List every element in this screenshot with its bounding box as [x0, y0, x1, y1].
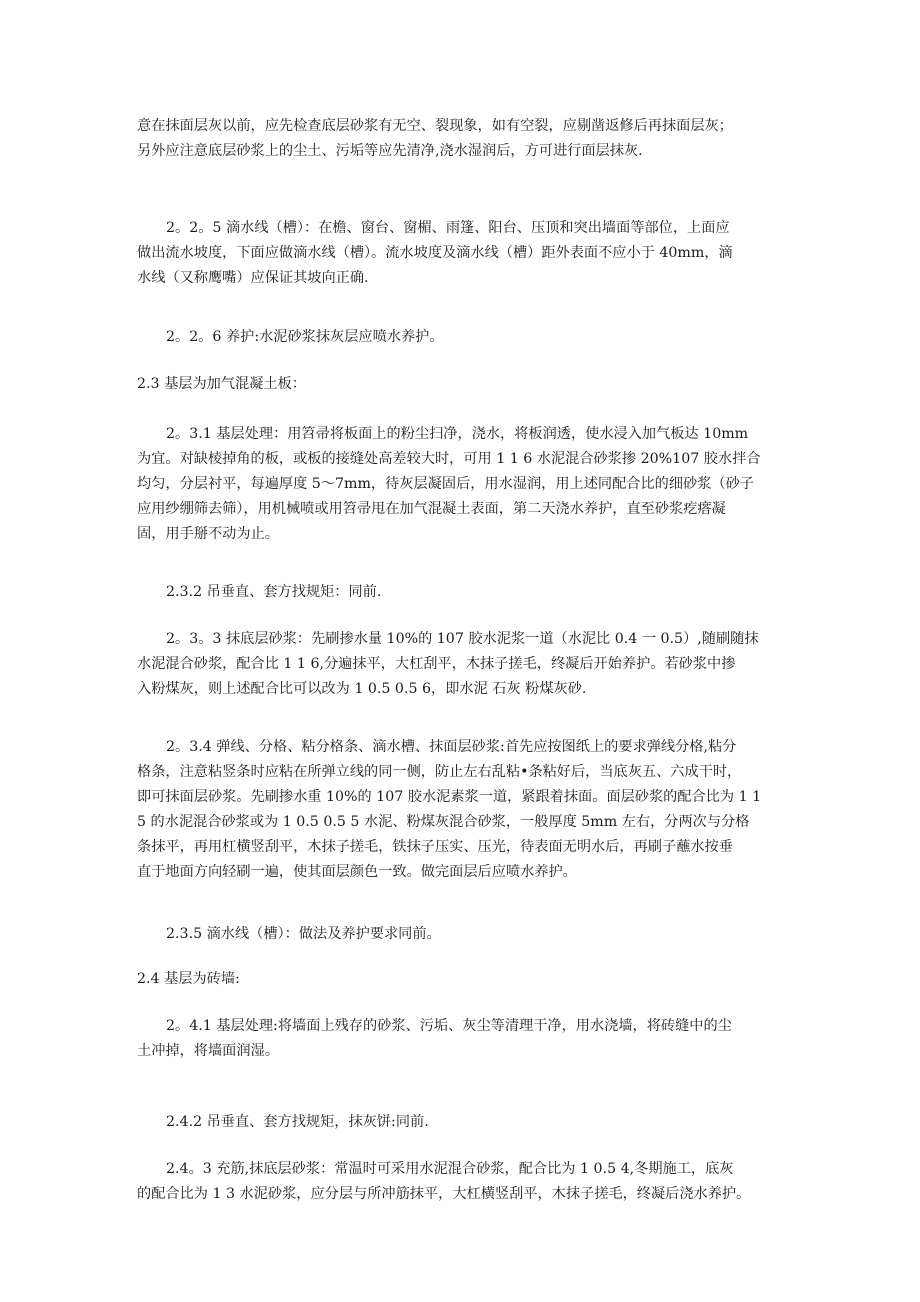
- text-line: 2。3。3 抹底层砂浆：先刷掺水量 10%的 107 胶水泥浆一道（水泥比 0.4 一 0.5）,随刷随抹: [166, 631, 759, 647]
- text-line: 土冲掉，将墙面润湿。: [137, 1043, 279, 1059]
- text-line: 2.4.2 吊垂直、套方找规矩，抹灰饼:同前.: [166, 1114, 429, 1130]
- text-line: 做出流水坡度，下面应做滴水线（槽）。流水坡度及滴水线（槽）距外表面不应小于 40mm，滴: [137, 245, 733, 261]
- text-line: 2。2。5 滴水线（槽）：在檐、窗台、窗楣、雨篷、阳台、压顶和突出墙面等部位，上面应: [166, 220, 730, 236]
- heading-2-4: [137, 967, 787, 992]
- paragraph-2-3-1: [137, 422, 787, 547]
- text-line: 直于地面方向轻刷一遍，使其面层颜色一致。做完面层后应喷水养护。: [137, 864, 577, 880]
- paragraph-2-2-6: [137, 325, 787, 350]
- text-line: 2.4。3 充筋,抹底层砂浆：常温时可采用水泥混合砂浆，配合比为 1 0.5 4,冬期施工，底灰: [166, 1161, 734, 1177]
- text-line: 5 的水泥混合砂浆或为 1 0.5 0.5 5 水泥、粉煤灰混合砂浆，一般厚度 5mm 左右，分两次与分格: [137, 814, 750, 830]
- text-line: 2.3.5 滴水线（槽）：做法及养护要求同前。: [166, 926, 441, 942]
- paragraph-2-4-2: [137, 1110, 787, 1135]
- text-line: 格条，注意粘竖条时应粘在所弹立线的同一侧，防止左右乱粘•条粘好后，当底灰五、六成干时，: [137, 764, 742, 780]
- paragraph-2-4-3: [137, 1157, 787, 1207]
- text-line: 2.3.2 吊垂直、套方找规矩：同前.: [166, 584, 382, 600]
- text-line: 水泥混合砂浆，配合比 1 1 6,分遍抹平，大杠刮平，木抹子搓毛，终凝后开始养护。若砂浆中掺: [137, 656, 736, 672]
- paragraph-2-3-3: [137, 627, 787, 702]
- text-line: 条抹平，再用杠横竖刮平，木抹子搓毛，铁抹子压实、压光，待表面无明水后，再刷子蘸水按垂: [137, 839, 733, 855]
- text-line: 2。3.4 弹线、分格、粘分格条、滴水槽、抹面层砂浆:首先应按图纸上的要求弹线分格,粘分: [166, 739, 737, 755]
- text-line: 均匀，分层衬平，每遍厚度 5～7mm，待灰层凝固后，用水湿润，用上述同配合比的细砂浆（砂子: [137, 476, 754, 492]
- text-line: 应用纱绷筛去筛），用机械喷或用笤帚甩在加气混凝土表面，第二天浇水养护，直至砂浆疙瘩凝: [137, 501, 726, 517]
- section-heading: 2.3 基层为加气混凝土板：: [137, 376, 306, 392]
- section-heading: 2.4 基层为砖墙:: [137, 971, 240, 987]
- text-line: 入粉煤灰，则上述配合比可以改为 1 0.5 0.5 6，即水泥 石灰 粉煤灰砂.: [137, 681, 587, 697]
- paragraph-2-3-5: [137, 922, 787, 947]
- text-line: 意在抹面层灰以前，应先检查底层砂浆有无空、裂现象，如有空裂，应剔凿返修后再抹面层灰；: [137, 118, 733, 134]
- paragraph-continuation: [137, 114, 787, 164]
- text-line: 的配合比为 1 3 水泥砂浆，应分层与所冲筋抹平，大杠横竖刮平，木抹子搓毛，终凝后浇水养护。: [137, 1186, 751, 1202]
- text-line: 2。2。6 养护:水泥砂浆抹灰层应喷水养护。: [166, 329, 444, 345]
- paragraph-2-2-5: [137, 216, 787, 291]
- text-line: 2。4.1 基层处理:将墙面上残存的砂浆、污垢、灰尘等清理干净，用水浇墙，将砖缝中的尘: [166, 1018, 732, 1034]
- text-line: 2。3.1 基层处理：用笤帚将板面上的粉尘扫净，浇水，将板润透，使水浸入加气板达 10mm: [166, 426, 749, 442]
- text-line: 水线（又称鹰嘴）应保证其坡向正确.: [137, 270, 369, 286]
- text-line: 固，用手掰不动为止。: [137, 526, 279, 542]
- paragraph-2-3-2: [137, 580, 787, 605]
- text-line: 另外应注意底层砂浆上的尘土、污垢等应先清净,浇水湿润后，方可进行面层抹灰.: [137, 143, 643, 159]
- text-line: 即可抹面层砂浆。先刷掺水重 10%的 107 胶水泥素浆一道，紧跟着抹面。面层砂浆的配合比为 1 1: [137, 789, 762, 805]
- text-line: 为宜。对缺棱掉角的板，或板的接缝处高差较大时，可用 1 1 6 水泥混合砂浆掺 20%107 胶水拌合: [137, 451, 761, 467]
- heading-2-3: [137, 372, 787, 397]
- paragraph-2-3-4: [137, 735, 787, 885]
- paragraph-2-4-1: [137, 1014, 787, 1064]
